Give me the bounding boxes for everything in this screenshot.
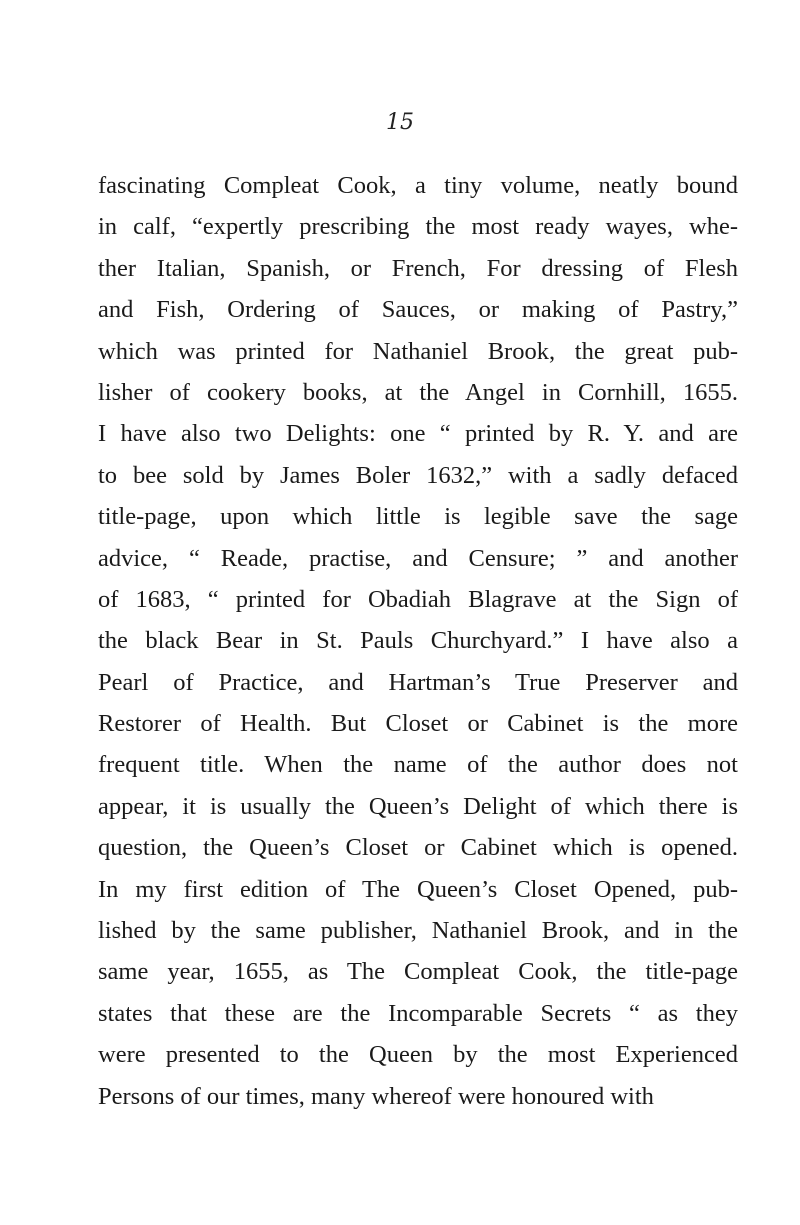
text-line: ther Italian, Spanish, or French, For dressing of Flesh bbox=[98, 254, 738, 282]
text-line: lished by the same publisher, Nathaniel Brook, and in the bbox=[98, 917, 738, 945]
text-line: which was printed for Nathaniel Brook, the great pub- bbox=[98, 337, 738, 365]
text-line: question, the Queen’s Closet or Cabinet which is opened. bbox=[98, 834, 738, 862]
text-line: In my first edition of The Queen’s Closet Opened, pub- bbox=[98, 875, 738, 903]
page-number: 15 bbox=[386, 110, 414, 135]
text-line: Restorer of Health. But Closet or Cabinet is the more bbox=[98, 710, 738, 738]
text-line: Pearl of Practice, and Hartman’s True Preserver and bbox=[98, 668, 738, 696]
text-line: I have also two Delights: one “ printed by R. Y. and are bbox=[98, 420, 738, 448]
text-line: were presented to the Queen by the most Experienced bbox=[98, 1041, 738, 1069]
text-line: states that these are the Incomparable Secrets “ as they bbox=[98, 999, 738, 1027]
text-line: the black Bear in St. Pauls Churchyard.” I have also a bbox=[98, 627, 738, 655]
text-line: frequent title. When the name of the author does not bbox=[98, 751, 738, 779]
text-line: title-page, upon which little is legible save the sage bbox=[98, 503, 738, 531]
text-line: and Fish, Ordering of Sauces, or making of Pastry,” bbox=[98, 296, 738, 324]
text-line: appear, it is usually the Queen’s Delight of which there is bbox=[98, 792, 738, 820]
text-line: lisher of cookery books, at the Angel in Cornhill, 1655. bbox=[98, 378, 738, 406]
body-text bbox=[98, 165, 738, 1117]
text-line: in calf, “expertly prescribing the most ready wayes, whe- bbox=[98, 213, 738, 241]
text-line: to bee sold by James Boler 1632,” with a sadly defaced bbox=[98, 461, 738, 489]
text-line: advice, “ Reade, practise, and Censure; ” and another bbox=[98, 544, 738, 572]
text-line: fascinating Compleat Cook, a tiny volume, neatly bound bbox=[98, 172, 738, 199]
text-line: of 1683, “ printed for Obadiah Blagrave at the Sign of bbox=[98, 585, 738, 613]
text-line: Persons of our times, many whereof were honoured with bbox=[98, 1082, 654, 1110]
text-line: same year, 1655, as The Compleat Cook, the title-page bbox=[98, 958, 738, 986]
